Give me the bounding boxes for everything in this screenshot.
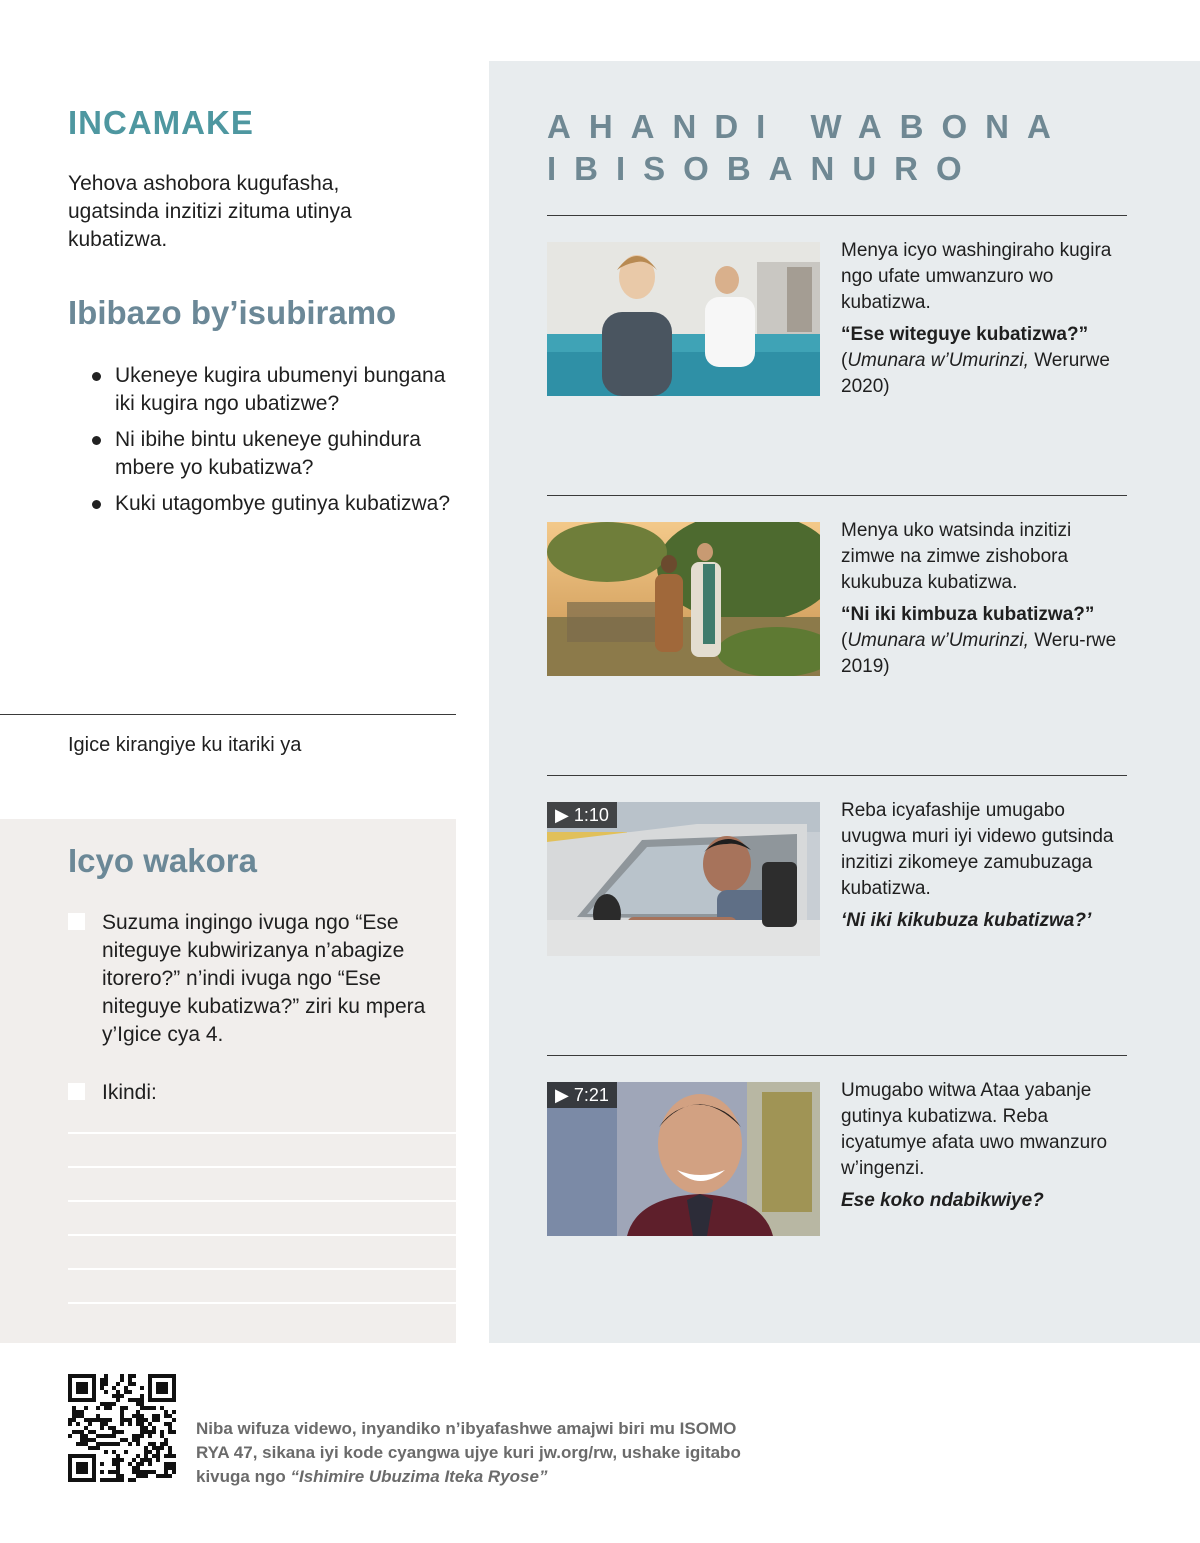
divider [547,495,1127,496]
write-line[interactable] [68,1200,456,1202]
explore-item [841,518,1121,680]
bullet-icon [92,436,101,445]
video-duration-badge: ▶ 1:10 [547,802,617,828]
write-line[interactable] [68,1302,456,1304]
todo-item [68,1079,438,1107]
explore-item-source: (Umunara w’Umurinzi, Weru-rwe 2019) [841,630,1117,677]
explore-item-description: Menya icyo washingiraho kugira ngo ufate umwanzuro wo kubatizwa. [841,240,1112,313]
completed-date-label: Igice kirangiye ku itariki ya [68,734,302,756]
review-question [92,362,462,418]
divider [547,215,1127,216]
explore-item-title[interactable]: “Ese witeguye kubatizwa?” [841,324,1089,345]
summary-text: Yehova ashobora kugufasha, ugatsinda inzitizi zituma utinya kubatizwa. [68,172,352,251]
explore-item [841,798,1121,934]
write-line[interactable] [68,1132,456,1134]
write-line[interactable] [68,1268,456,1270]
checkbox-icon[interactable] [68,1083,85,1100]
divider [547,775,1127,776]
bullet-icon [92,372,101,381]
review-question-text: Ni ibihe bintu ukeneye guhindura mbere yo kubatizwa? [115,428,421,479]
qr-code-icon[interactable] [68,1374,176,1482]
todo-item [68,909,438,1049]
todo-item-text: Suzuma ingingo ivuga ngo “Ese niteguye kubwirizanya n’abagize itorero?” n’indi ivuga ngo “Ese niteguye kubatizwa?” ziri ku mpera y’Igice cya 4. [102,911,426,1046]
summary-heading: INCAMAKE [68,104,254,141]
review-question-text: Kuki utagombye gutinya kubatizwa? [115,492,451,515]
checkbox-icon[interactable] [68,913,85,930]
explore-item-title[interactable]: Ese koko ndabikwiye? [841,1190,1044,1211]
baptism-pool-photo[interactable] [547,242,820,396]
smiling-man-video[interactable] [547,1082,820,1236]
review-questions [92,362,462,526]
bullet-icon [92,500,101,509]
review-question-text: Ukeneye kugira ubumenyi bungana iki kugira ngo ubatizwe? [115,364,446,415]
video-duration-badge: ▶ 7:21 [547,1082,617,1108]
write-line[interactable] [68,1166,456,1168]
explore-item-description: Umugabo witwa Ataa yabanje gutinya kubatizwa. Reba icyatumye afata uwo mwanzuro w’ingenzi. [841,1080,1108,1179]
todo-item-text: Ikindi: [102,1081,157,1104]
write-line[interactable] [68,1234,456,1236]
explore-item-source: (Umunara w’Umurinzi, Werurwe 2020) [841,350,1110,397]
explore-item [841,238,1121,400]
explore-item-title[interactable]: ‘Ni iki kikubuza kubatizwa?’ [841,910,1092,931]
footer-note: Niba wifuza videwo, inyandiko n’ibyafashwe amajwi biri mu ISOMO RYA 47, sikana iyi kode cyangwa ujye kuri jw.org/rw, ushake igitabo kivuga ngo “Ishimire Ubuzima Iteka Ryose” [196,1419,741,1486]
explore-heading: AHANDI WABONA IBISOBANURO [547,108,1068,187]
review-question [92,426,462,482]
explore-item-description: Reba icyafashije umugabo uvugwa muri iyi videwo gutsinda inzitizi zikomeye zamubuzaga kubatizwa. [841,800,1114,899]
review-question [92,490,462,518]
explore-item-title[interactable]: “Ni iki kimbuza kubatizwa?” [841,604,1095,625]
man-driving-video[interactable] [547,802,820,956]
review-heading: Ibibazo by’isubiramo [68,294,397,331]
divider [0,714,456,715]
explore-item [841,1078,1121,1214]
philip-eunuch-painting[interactable] [547,522,820,676]
divider [547,1055,1127,1056]
todo-heading: Icyo wakora [68,842,257,879]
explore-item-description: Menya uko watsinda inzitizi zimwe na zimwe zishobora kukubuza kubatizwa. [841,520,1072,593]
